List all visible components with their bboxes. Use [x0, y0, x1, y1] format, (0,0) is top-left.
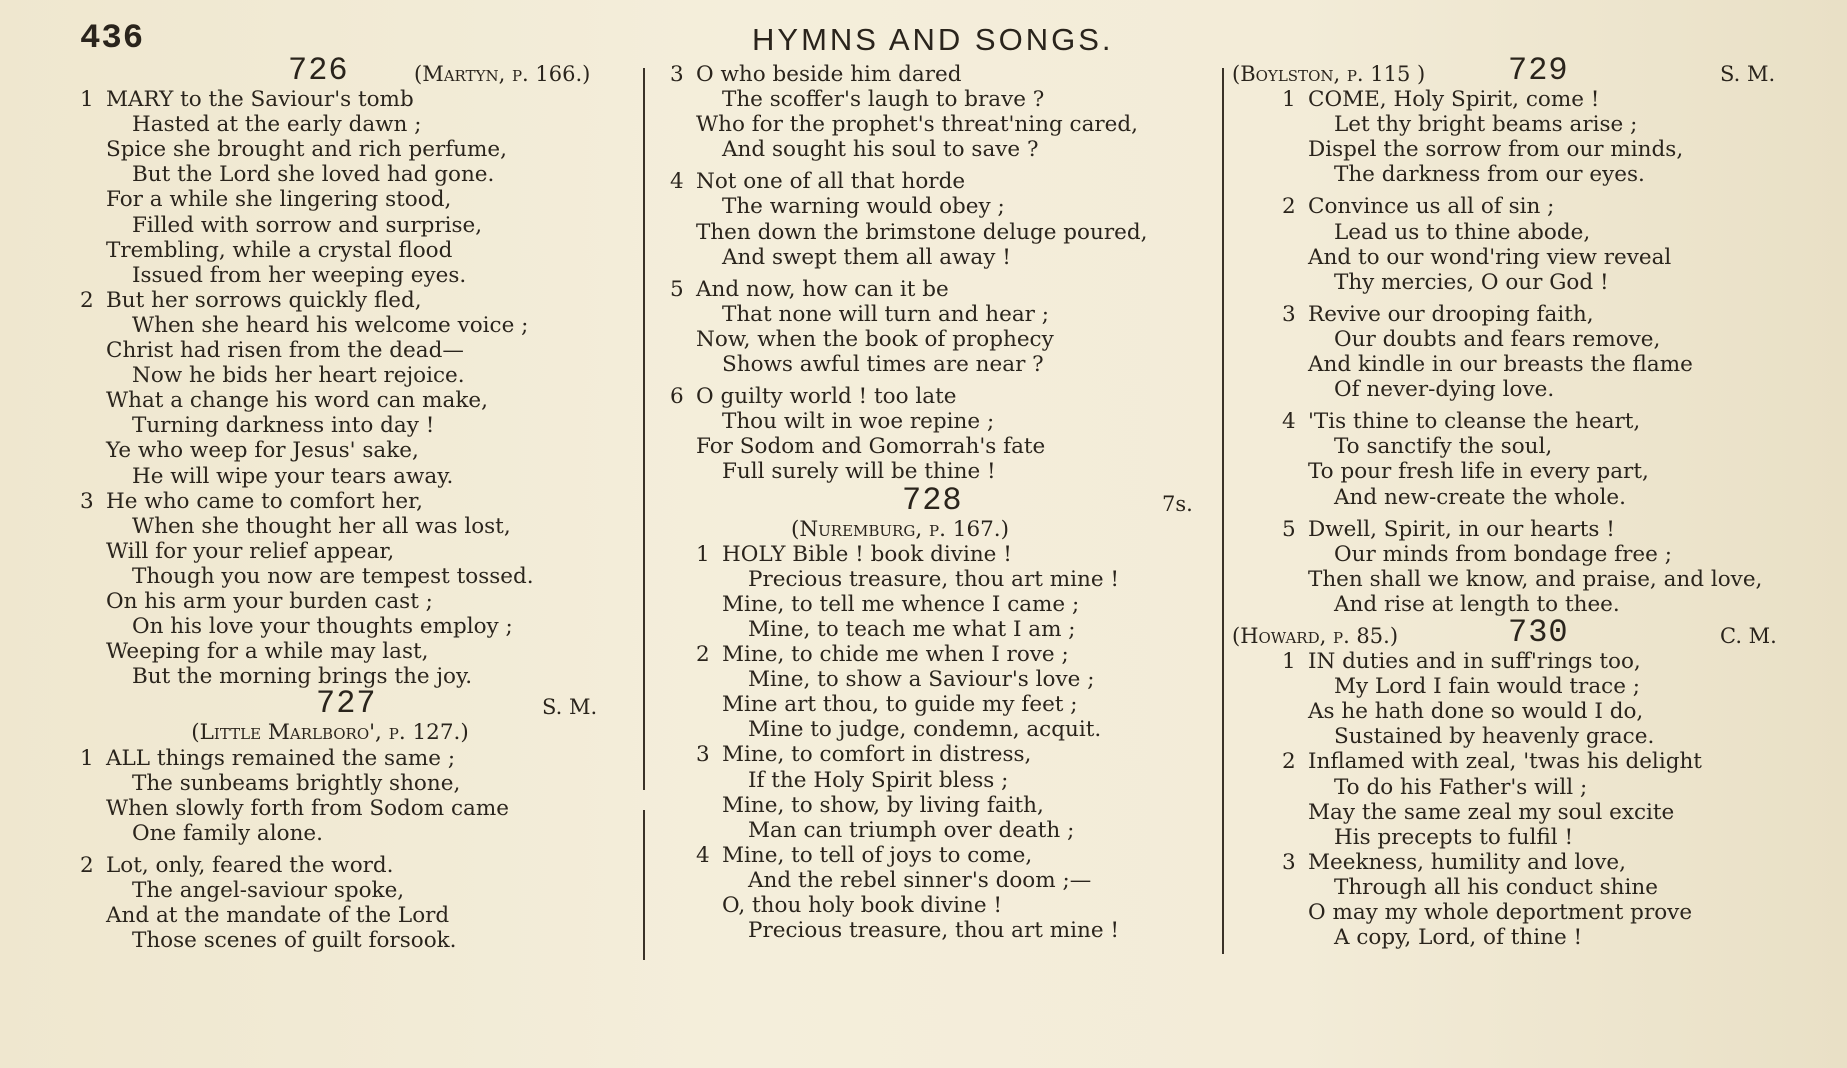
verse-text: To do his Father's will ; [1334, 774, 1588, 800]
verse-line [696, 592, 1210, 617]
column-2 [670, 62, 1210, 943]
verse-line [1282, 850, 1792, 875]
verse-text: And to our wond'ring view reveal [1308, 244, 1672, 270]
verse-text: To sanctify the soul, [1334, 434, 1553, 460]
verse-line [1282, 270, 1792, 295]
verse-line [670, 302, 1210, 327]
verse-text: And swept them all away ! [722, 244, 1011, 270]
stanza [670, 277, 1210, 377]
verse-text: Thy mercies, O our God ! [1334, 269, 1609, 295]
stanza [670, 384, 1210, 484]
verse-line [80, 288, 620, 313]
verse-line [1282, 724, 1792, 749]
stanza [1282, 517, 1792, 617]
hymn-728 [670, 542, 1210, 944]
verse-text: 'Tis thine to cleanse the heart, [1308, 409, 1641, 435]
verse-line [670, 87, 1210, 112]
verse-line [80, 539, 620, 564]
stanza [1282, 649, 1792, 749]
verse-text: The angel-saviour spoke, [132, 878, 405, 903]
meter: S. M. [542, 695, 598, 720]
verse-text: He will wipe your tears away. [132, 463, 454, 489]
verse-text: Man can triumph over death ; [748, 817, 1075, 843]
hymn-727-part-1 [80, 746, 620, 954]
verse-line [696, 567, 1210, 592]
verse-text: Revive our drooping faith, [1308, 301, 1594, 327]
verse-text: And new-create the whole. [1334, 484, 1626, 510]
stanza-number: 1 [1282, 87, 1296, 113]
verse-line [80, 413, 620, 438]
verse-line [670, 245, 1210, 270]
stanza [1282, 749, 1792, 849]
stanza-number: 4 [1282, 409, 1296, 435]
verse-line [670, 327, 1210, 352]
verse-text: Thou wilt in woe repine ; [722, 409, 995, 435]
verse-text: Issued from her weeping eyes. [132, 262, 467, 288]
stanza-number: 2 [1282, 749, 1296, 775]
verse-line [670, 434, 1210, 459]
verse-text: Our doubts and fears remove, [1334, 326, 1661, 352]
verse-line [1282, 302, 1792, 327]
verse-text: When she heard his welcome voice ; [132, 312, 529, 338]
verse-text: He who came to comfort her, [106, 488, 423, 514]
verse-line [80, 746, 620, 771]
verse-text: Of never-dying love. [1334, 377, 1555, 403]
stanza [670, 169, 1210, 269]
hymn-727-header [80, 685, 620, 723]
verse-line [80, 87, 620, 112]
verse-text: Through all his conduct shine [1334, 874, 1658, 900]
verse-text: The scoffer's laugh to brave ? [722, 87, 1045, 113]
verse-line [696, 843, 1210, 868]
verse-text: Mine to judge, condemn, acquit. [748, 717, 1102, 743]
stanza-number: 1 [1282, 649, 1296, 675]
verse-text: May the same zeal my soul excite [1308, 799, 1675, 825]
verse-text: And rise at length to thee. [1334, 591, 1620, 617]
verse-line [670, 352, 1210, 377]
stanza-number: 6 [670, 384, 684, 410]
verse-line [1282, 87, 1792, 112]
verse-line [80, 614, 620, 639]
verse-line [80, 464, 620, 489]
verse-line [696, 768, 1210, 793]
verse-text: Full surely will be thine ! [722, 459, 996, 485]
verse-line [696, 893, 1210, 918]
running-head: HYMNS AND SONGS. [752, 22, 1114, 57]
meter: 7s. [1162, 491, 1193, 516]
verse-line [1282, 649, 1792, 674]
tune-reference: (Howard, p. 85.) [1232, 623, 1399, 648]
verse-text: Mine, to show a Saviour's love ; [748, 667, 1095, 693]
verse-line [80, 238, 620, 263]
verse-text: COME, Holy Spirit, come ! [1308, 87, 1600, 113]
hymn-729 [1232, 87, 1792, 617]
verse-line [1282, 112, 1792, 137]
column-rule-1a [643, 68, 645, 790]
stanza [80, 746, 620, 846]
verse-line [696, 642, 1210, 667]
verse-line [1282, 162, 1792, 187]
stanza [696, 642, 1210, 742]
verse-text: Mine, to chide me when I rove ; [722, 642, 1069, 668]
verse-line [80, 438, 620, 463]
verse-line [696, 742, 1210, 767]
stanza-number: 2 [696, 642, 710, 668]
tune-reference: (Boylston, p. 115 ) [1232, 62, 1426, 86]
verse-text: MARY to the Saviour's tomb [106, 87, 414, 113]
verse-line [1282, 220, 1792, 245]
verse-line [696, 667, 1210, 692]
verse-line [80, 162, 620, 187]
verse-text: IN duties and in suff'rings too, [1308, 649, 1641, 675]
stanza-number: 5 [1282, 516, 1296, 542]
verse-line [1282, 409, 1792, 434]
stanza [1282, 409, 1792, 509]
stanza [80, 288, 620, 489]
verse-line [696, 717, 1210, 742]
hymn-number: 727 [316, 685, 377, 723]
stanza [80, 87, 620, 288]
verse-text: Mine, to show, by living faith, [722, 792, 1044, 818]
verse-line [80, 564, 620, 589]
verse-text: The sunbeams brightly shone, [132, 770, 461, 796]
verse-line [1282, 674, 1792, 699]
stanza [696, 542, 1210, 642]
verse-line [1282, 825, 1792, 850]
verse-text: Then down the brimstone deluge poured, [696, 219, 1148, 245]
stanza-number: 3 [1282, 301, 1296, 327]
verse-line [670, 459, 1210, 484]
verse-text: What a change his word can make, [106, 388, 488, 414]
verse-text: Ye who weep for Jesus' sake, [106, 438, 419, 464]
verse-line [1282, 434, 1792, 459]
verse-text: Dwell, Spirit, in our hearts ! [1308, 516, 1615, 542]
hymn-726 [80, 87, 620, 689]
verse-text: Who for the prophet's threat'ning cared, [696, 112, 1138, 138]
hymn-number: 726 [288, 52, 349, 89]
hymn-number: 729 [1508, 52, 1569, 89]
verse-line [1282, 327, 1792, 352]
verse-line [696, 542, 1210, 567]
verse-text: On his love your thoughts employ ; [132, 614, 513, 640]
verse-text: Then shall we know, and praise, and love, [1308, 566, 1763, 592]
verse-line [670, 277, 1210, 302]
verse-text: When she thought her all was lost, [132, 513, 511, 539]
verse-text: HOLY Bible ! book divine ! [722, 541, 1012, 567]
verse-text: Dispel the sorrow from our minds, [1308, 137, 1684, 163]
verse-text: O, thou holy book divine ! [722, 893, 1003, 918]
verse-line [1282, 137, 1792, 162]
verse-line [696, 918, 1210, 943]
verse-text: If the Holy Spirit bless ; [748, 767, 1009, 793]
verse-line [80, 489, 620, 514]
verse-line [80, 639, 620, 664]
stanza-number: 3 [80, 488, 94, 514]
verse-line [670, 112, 1210, 137]
verse-text: Trembling, while a crystal flood [106, 237, 453, 263]
stanza-number: 3 [670, 62, 684, 87]
verse-line [80, 213, 620, 238]
verse-text: Inflamed with zeal, 'twas his delight [1308, 749, 1702, 775]
verse-text: Precious treasure, thou art mine ! [748, 566, 1120, 592]
verse-text: That none will turn and hear ; [722, 301, 1049, 327]
verse-text: Mine, to comfort in distress, [722, 742, 1032, 768]
column-rule-1b [643, 810, 645, 960]
verse-text: Hasted at the early dawn ; [132, 112, 422, 138]
verse-text: One family alone. [132, 820, 323, 846]
verse-line [80, 313, 620, 338]
verse-text: And kindle in our breasts the flame [1308, 352, 1693, 378]
verse-text: Will for your relief appear, [106, 538, 395, 564]
verse-line [1282, 517, 1792, 542]
verse-line [80, 187, 620, 212]
hymn-726-header [80, 52, 620, 89]
verse-text: Christ had risen from the dead— [106, 338, 464, 364]
verse-line [80, 796, 620, 821]
stanza [1282, 302, 1792, 402]
verse-text: But her sorrows quickly fled, [106, 287, 422, 313]
stanza-number: 3 [696, 742, 710, 768]
meter: C. M. [1720, 623, 1777, 648]
column-3 [1232, 52, 1792, 951]
verse-text: Meekness, humility and love, [1308, 849, 1626, 875]
hymn-730-header [1232, 613, 1792, 651]
verse-text: O who beside him dared [696, 62, 962, 87]
verse-line [80, 112, 620, 137]
verse-text: As he hath done so would I do, [1308, 699, 1644, 725]
verse-line [696, 692, 1210, 717]
hymn-727-part-2 [670, 62, 1210, 485]
verse-text: ALL things remained the same ; [106, 745, 456, 771]
tune-reference: (Nuremburg, p. 167.) [790, 516, 1010, 542]
verse-text: Mine, to tell me whence I came ; [722, 591, 1080, 617]
column-1 [80, 52, 620, 960]
verse-line [80, 853, 620, 878]
verse-line [80, 928, 620, 953]
verse-text: Filled with sorrow and surprise, [132, 212, 483, 238]
verse-text: Spice she brought and rich perfume, [106, 137, 507, 163]
stanza [696, 843, 1210, 943]
verse-line [1282, 900, 1792, 925]
verse-text: Sustained by heavenly grace. [1334, 724, 1655, 750]
verse-text: And now, how can it be [696, 276, 949, 302]
verse-line [1282, 925, 1792, 950]
verse-text: My Lord I fain would trace ; [1334, 674, 1640, 700]
stanza [1282, 194, 1792, 294]
verse-text: Turning darkness into day ! [132, 413, 435, 439]
verse-line [670, 169, 1210, 194]
verse-text: Lot, only, feared the word. [106, 852, 394, 878]
verse-text: Precious treasure, thou art mine ! [748, 918, 1120, 944]
verse-line [80, 137, 620, 162]
hymn-728-header [670, 481, 1210, 519]
verse-line [696, 868, 1210, 893]
verse-text: Convince us all of sin ; [1308, 194, 1555, 220]
verse-line [670, 137, 1210, 162]
verse-text: His precepts to fulfil ! [1334, 824, 1574, 850]
hymn-730 [1232, 649, 1792, 950]
verse-text: Not one of all that horde [696, 169, 966, 195]
verse-text: Though you now are tempest tossed. [132, 563, 534, 589]
verse-text: For Sodom and Gomorrah's fate [696, 434, 1046, 460]
verse-text: A copy, Lord, of thine ! [1334, 925, 1583, 951]
verse-line [80, 338, 620, 363]
tune-reference: (Little Marlboro', p. 127.) [191, 720, 469, 746]
verse-line [1282, 699, 1792, 724]
meter: S. M. [1720, 62, 1776, 86]
verse-text: Lead us to thine abode, [1334, 219, 1591, 245]
verse-text: Now he bids her heart rejoice. [132, 363, 465, 389]
verse-line [1282, 567, 1792, 592]
verse-text: O may my whole deportment prove [1308, 900, 1693, 925]
verse-line [696, 617, 1210, 642]
stanza-number: 3 [1282, 849, 1296, 875]
verse-line [80, 821, 620, 846]
stanza-number: 1 [80, 87, 94, 113]
verse-text: Mine art thou, to guide my feet ; [722, 692, 1078, 718]
verse-text: Mine, to teach me what I am ; [748, 616, 1076, 642]
verse-line [80, 903, 620, 928]
stanza [80, 853, 620, 953]
stanza [1282, 87, 1792, 187]
hymn-number: 730 [1508, 613, 1569, 651]
verse-text: And at the mandate of the Lord [106, 903, 450, 929]
stanza-number: 2 [80, 287, 94, 313]
verse-text: Shows awful times are near ? [722, 352, 1044, 378]
verse-text: Now, when the book of prophecy [696, 326, 1054, 352]
verse-line [80, 589, 620, 614]
verse-line [1282, 775, 1792, 800]
verse-line [1282, 352, 1792, 377]
verse-line [80, 514, 620, 539]
verse-text: And sought his soul to save ? [722, 137, 1039, 163]
stanza-number: 1 [80, 745, 94, 771]
stanza [80, 489, 620, 690]
verse-line [1282, 377, 1792, 402]
page-number: 436 [80, 20, 145, 58]
verse-text: Let thy bright beams arise ; [1334, 112, 1638, 138]
verse-text: For a while she lingering stood, [106, 187, 452, 213]
stanza [670, 62, 1210, 162]
stanza-number: 2 [80, 852, 94, 878]
verse-line [670, 62, 1210, 87]
verse-line [80, 263, 620, 288]
verse-line [670, 194, 1210, 219]
verse-line [696, 793, 1210, 818]
verse-line [1282, 749, 1792, 774]
stanza-number: 1 [696, 541, 710, 567]
verse-line [1282, 194, 1792, 219]
hymn-number: 728 [902, 481, 963, 519]
verse-text: And the rebel sinner's doom ;— [748, 867, 1092, 893]
verse-line [80, 878, 620, 903]
verse-line [670, 220, 1210, 245]
verse-text: The darkness from our eyes. [1334, 162, 1645, 188]
stanza-number: 4 [670, 169, 684, 195]
verse-line [670, 409, 1210, 434]
verse-text: When slowly forth from Sodom came [106, 795, 509, 821]
stanza-number: 4 [696, 842, 710, 868]
verse-text: Weeping for a while may last, [106, 639, 429, 665]
verse-line [1282, 245, 1792, 270]
stanza-number: 5 [670, 276, 684, 302]
verse-line [80, 363, 620, 388]
verse-text: But the morning brings the joy. [132, 664, 473, 690]
stanza [696, 742, 1210, 842]
tune-reference: (Martyn, p. 166.) [414, 62, 591, 86]
stanza-number: 2 [1282, 194, 1296, 220]
verse-text: Those scenes of guilt forsook. [132, 928, 457, 954]
verse-text: Mine, to tell of joys to come, [722, 842, 1033, 868]
verse-text: O guilty world ! too late [696, 384, 957, 410]
hymn-729-header [1232, 52, 1792, 89]
column-rule-2 [1222, 68, 1224, 954]
verse-line [1282, 485, 1792, 510]
verse-line [1282, 459, 1792, 484]
verse-text: The warning would obey ; [722, 194, 1005, 220]
verse-text: On his arm your burden cast ; [106, 588, 433, 614]
verse-text: But the Lord she loved had gone. [132, 162, 495, 188]
verse-line [80, 388, 620, 413]
verse-line [1282, 800, 1792, 825]
stanza [1282, 850, 1792, 950]
verse-line [1282, 542, 1792, 567]
verse-line [1282, 875, 1792, 900]
verse-text: Our minds from bondage free ; [1334, 541, 1672, 567]
verse-line [670, 384, 1210, 409]
verse-line [696, 818, 1210, 843]
verse-line [80, 771, 620, 796]
verse-text: To pour fresh life in every part, [1308, 459, 1649, 485]
